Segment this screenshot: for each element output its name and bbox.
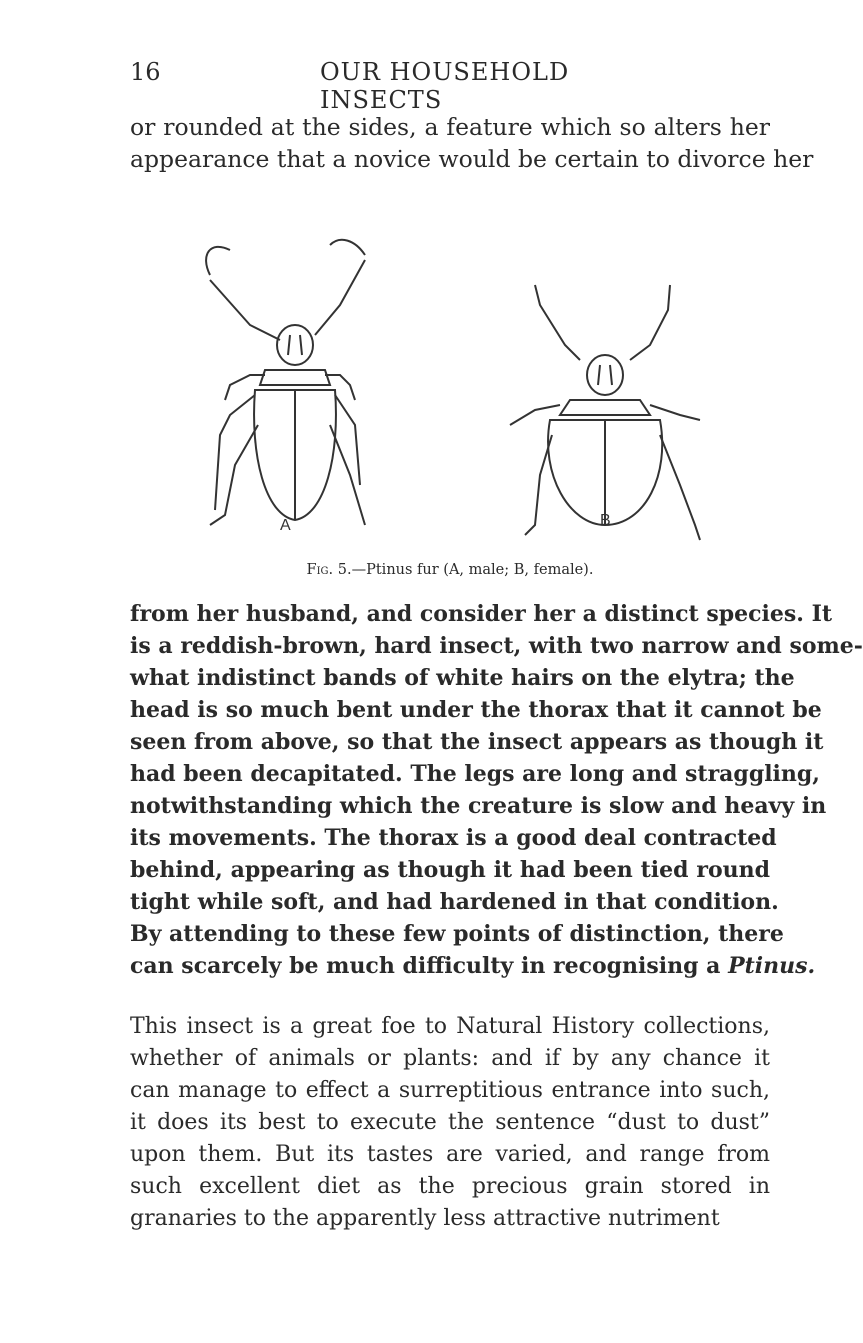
text-line: appearance that a novice would be certain to divorce her — [130, 145, 814, 173]
text-segment: can scarcely be much difficulty in recognising a — [130, 953, 729, 979]
text-line: can manage to effect a surreptitious entrance into such, — [130, 1078, 770, 1103]
figure-caption — [130, 562, 770, 578]
text-line: what indistinct bands of white hairs on the elytra; the — [130, 665, 795, 691]
text-line: from her husband, and consider her a distinct species. It — [130, 601, 833, 627]
text-line: it does its best to execute the sentence “dust to dust” — [130, 1110, 770, 1135]
italic-term: Ptinus. — [728, 953, 816, 979]
text-line: its movements. The thorax is a good deal contracted — [130, 825, 777, 851]
text-line: This insect is a great foe to Natural History collections, — [130, 1014, 770, 1039]
paragraph-1 — [130, 111, 814, 175]
text-line: upon them. But its tastes are varied, and range from — [130, 1142, 770, 1167]
figure-label-a: A — [280, 517, 291, 534]
text-line: head is so much bent under the thorax that it cannot be — [130, 697, 822, 723]
text-line: is a reddish-brown, hard insect, with two narrow and some- — [130, 633, 863, 659]
text-line: had been decapitated. The legs are long and straggling, — [130, 761, 820, 787]
text-line: or rounded at the sides, a feature which so alters her — [130, 113, 770, 141]
text-line: such excellent diet as the precious grain stored in — [130, 1174, 770, 1199]
text-line: behind, appearing as though it had been tied round — [130, 857, 770, 883]
text-line: whether of animals or plants: and if by any chance it — [130, 1046, 770, 1071]
caption-fig-label: Fig. — [306, 562, 334, 578]
caption-text: 5.—Ptinus fur (A, male; B, female). — [337, 562, 594, 578]
beetle-illustration — [190, 225, 750, 545]
male-beetle-drawing — [206, 240, 365, 525]
text-line: By attending to these few points of distinction, there — [130, 921, 784, 947]
text-line: tight while soft, and had hardened in that condition. — [130, 889, 779, 915]
figure-label-b: B — [600, 512, 611, 529]
running-head: OUR HOUSEHOLD INSECTS — [320, 58, 570, 114]
paragraph-2 — [130, 598, 863, 982]
paragraph-3 — [130, 1011, 770, 1235]
female-beetle-drawing — [510, 285, 700, 540]
text-line: seen from above, so that the insect appears as though it — [130, 729, 824, 755]
text-line — [130, 950, 816, 982]
page-number: 16 — [130, 58, 161, 86]
text-line: notwithstanding which the creature is slow and heavy in — [130, 793, 827, 819]
page-header — [120, 58, 690, 114]
beetle-figure — [190, 225, 750, 545]
text-line: granaries to the apparently less attractive nutriment — [130, 1206, 720, 1231]
